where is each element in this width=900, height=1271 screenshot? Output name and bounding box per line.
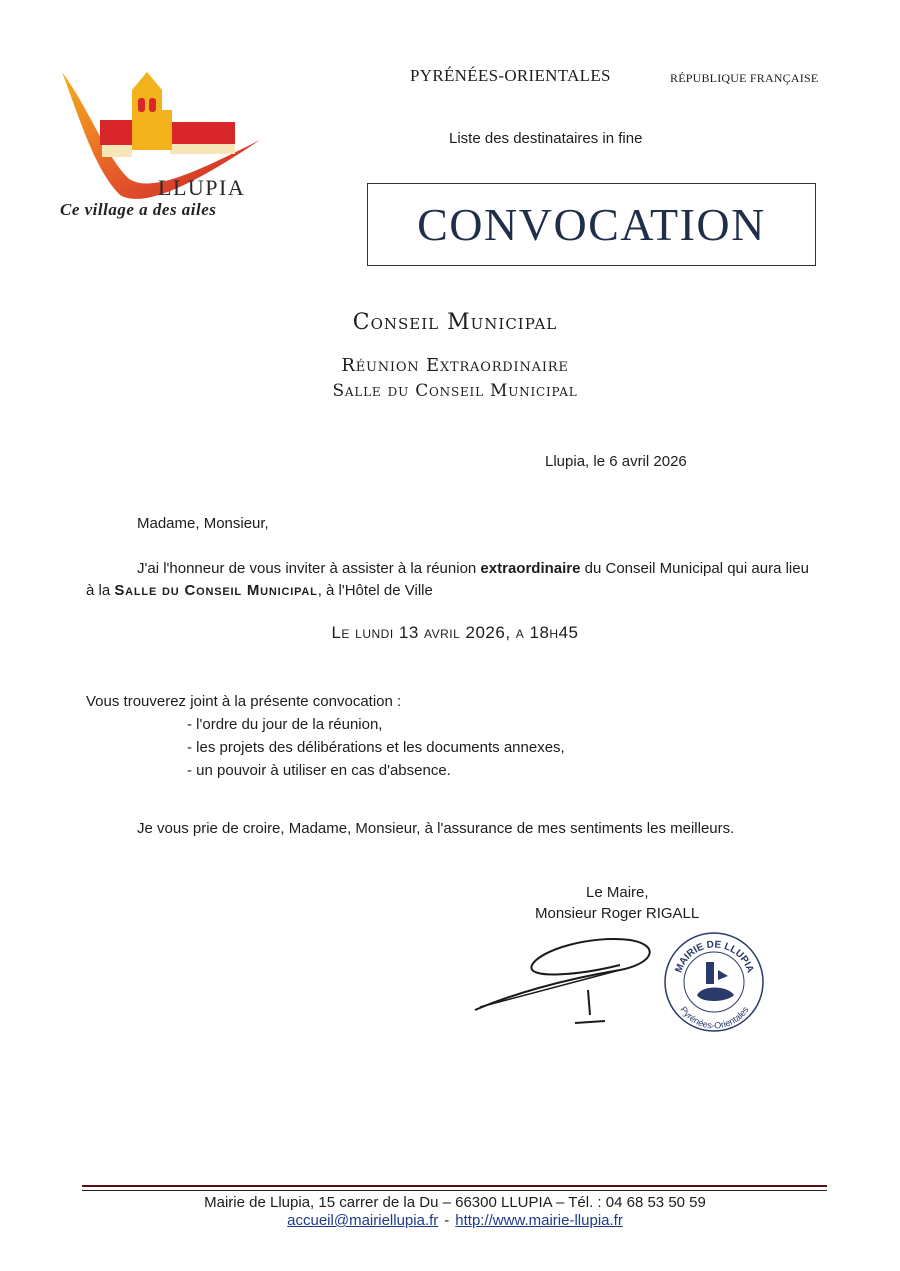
svg-text:MAIRIE DE LLUPIA — [673, 939, 755, 974]
closing-formula: Je vous prie de croire, Madame, Monsieur, à l'assurance de mes sentiments les meilleurs. — [137, 820, 735, 837]
republic-label: RÉPUBLIQUE FRANÇAISE — [670, 71, 819, 85]
meeting-kind: Réunion Extraordinaire — [341, 355, 569, 376]
invitation-bold: extraordinaire — [480, 560, 581, 577]
department-label: PYRÉNÉES-ORIENTALES — [410, 66, 611, 85]
meeting-datetime: Le lundi 13 avril 2026, a 18h45 — [331, 623, 579, 642]
convocation-box — [367, 183, 816, 266]
footer-address: Mairie de Llupia, 15 carrer de la Du – 66300 LLUPIA – Tél. : 04 68 53 50 59 — [204, 1194, 706, 1211]
signatory-name: Monsieur Roger RIGALL — [535, 905, 700, 922]
attachments-list — [187, 713, 565, 782]
website-link[interactable]: http://www.mairie-llupia.fr — [455, 1212, 623, 1229]
invitation-paragraph — [86, 558, 821, 602]
document-title: CONVOCATION — [417, 199, 766, 250]
council-title: Conseil Municipal — [352, 310, 558, 335]
seal-top-text: MAIRIE DE LLUPIA — [673, 939, 756, 975]
email-link[interactable]: accueil@mairiellupia.fr — [287, 1212, 439, 1229]
town-seal — [662, 930, 767, 1035]
list-item: - l'ordre du jour de la réunion, — [187, 716, 383, 733]
list-item: - un pouvoir à utiliser en cas d'absence. — [187, 762, 451, 779]
place-date: Llupia, le 6 avril 2026 — [545, 453, 687, 470]
footer-links — [0, 1212, 900, 1229]
seal-bottom-text: Pyrénées-Orientales — [678, 1004, 751, 1031]
logo-name: LLUPIA — [158, 175, 246, 200]
signatory-title: Le Maire, — [586, 884, 649, 901]
salutation: Madame, Monsieur, — [137, 515, 269, 532]
logo-slogan: Ce village a des ailes — [60, 200, 217, 219]
handwritten-signature — [470, 925, 670, 1035]
list-item: - les projets des délibérations et les documents annexes, — [187, 739, 565, 756]
footer-rule-thin — [82, 1190, 827, 1191]
recipients-note: Liste des destinataires in fine — [449, 130, 643, 147]
attachments-intro: Vous trouverez joint à la présente convocation : — [86, 693, 402, 710]
meeting-venue: Salle du Conseil Municipal — [332, 381, 578, 401]
footer-separator: - — [444, 1212, 450, 1229]
invitation-text-3: , à l'Hôtel de Ville — [317, 582, 433, 599]
invitation-text-2: du Conseil Municipal qui aura lieu à la — [86, 560, 809, 599]
invitation-venue: Salle du Conseil Municipal — [114, 582, 318, 599]
footer-rule — [82, 1185, 827, 1187]
invitation-text-1: J'ai l'honneur de vous inviter à assister à la réunion — [137, 560, 481, 577]
svg-text:Pyrénées-Orientales — [678, 1004, 751, 1030]
